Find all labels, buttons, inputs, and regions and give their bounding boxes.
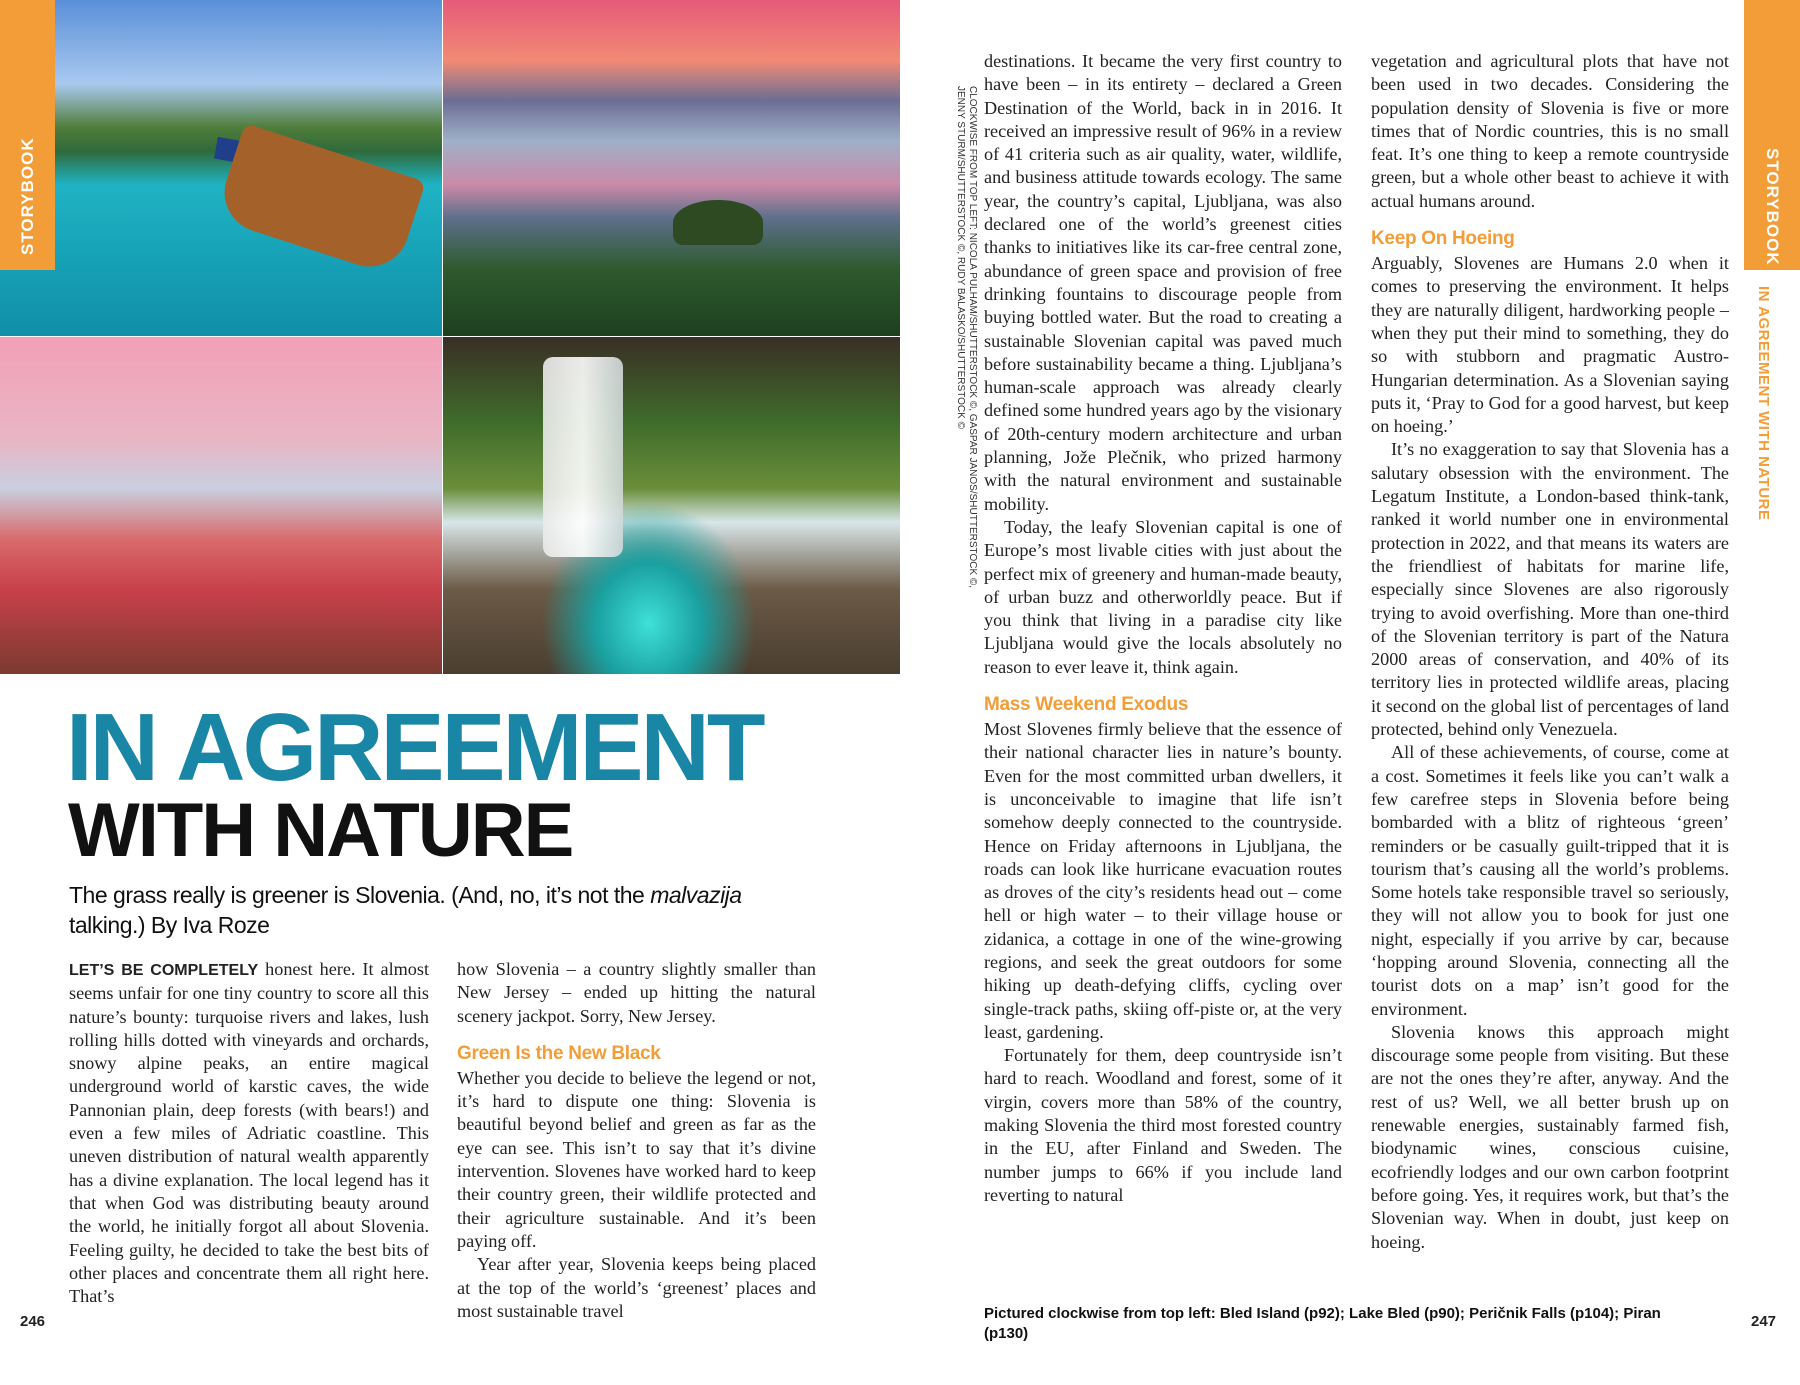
section-tab-left	[0, 0, 55, 270]
paragraph	[69, 958, 429, 1308]
waterfall	[543, 357, 623, 557]
lead-in: LET’S BE COMPLETELY	[69, 962, 259, 979]
photo-bled-island	[443, 0, 900, 336]
paragraph: Most Slovenes firmly believe that the essence of their national character lies in nature’s bounty. Even for the most committed urban dwellers, it is unconceivable to imagine that life isn’t somehow deeply connected to the countryside. Hence on Friday afternoons in Ljubljana, the roads can look like hurricane evacuation routes as droves of the city’s residents head out – come hell or high water – to their village house or zidanica, a cottage in one of the wine-growing regions, and seek the great outdoors for some hiking up death-defying cliffs, cycling over single-track paths, skiing off-piste or, at the very least, gardening.	[984, 719, 1342, 1042]
paragraph: how Slovenia – a country slightly smaller than New Jersey – ended up hitting the natural scenery jackpot. Sorry, New Jersey.	[457, 959, 816, 1026]
island	[673, 200, 763, 245]
photo-credit	[954, 86, 978, 588]
boat	[214, 123, 426, 277]
body-column-1	[69, 958, 429, 1333]
article-title-line1: IN AGREEMENT	[66, 694, 763, 801]
body-column-2	[457, 958, 816, 1333]
section-tab-right	[1744, 0, 1800, 270]
credit-line: JENNY STURM/SHUTTERSTOCK ©, RUDY BALASKO/SHUTTERSTOCK ©	[955, 86, 966, 429]
page-number-left: 246	[20, 1313, 46, 1330]
article-subtitle	[69, 880, 809, 940]
paragraph: It’s no exaggeration to say that Slovenia has a salutary obsession with the environment. The Legatum Institute, a London-based think-tank, ranked it world number one in environmental protection in 2022, and that means its waters are the friendliest of habitats for marine life, especially since Slovenes are also rigorously trying to avoid overfishing. More than one-third of the Slovenian territory is part of the Natura 2000 areas of conservation, and 40% of its territory lies in protected wildlife areas, placing it second on the global list of percentages of land protected, behind only Venezuela.	[1371, 439, 1729, 740]
paragraph: Slovenia knows this approach might discourage some people from visiting. But these are not the ones they’re after, anyway. And the rest of us? Well, we all better brush up on renewable energies, sustainably farmed fish, biodynamic wines, conscious cuisine, ecofriendly lodges and our own carbon footprint before going. Yes, it requires work, but that’s the Slovenian way. When in doubt, just keep on hoeing.	[1371, 1021, 1729, 1252]
subtitle-byline: talking.) By Iva Roze	[69, 912, 270, 938]
paragraph: Year after year, Slovenia keeps being placed at the top of the world’s ‘greenest’ places and most sustainable travel	[457, 1254, 816, 1321]
section-tab-label: STORYBOOK	[1763, 148, 1782, 266]
body-column-3	[984, 50, 1342, 1290]
section-heading: Mass Weekend Exodus	[984, 694, 1189, 716]
page-number-right: 247	[1751, 1313, 1777, 1330]
subtitle-italic: malvazija	[650, 882, 742, 908]
photo-lake-bled-boat	[0, 0, 442, 336]
credit-line: CLOCKWISE FROM TOP LEFT: NICOLA PULHAM/SHUTTERSTOCK ©, GASPAR JANOS/SHUTTERSTOCK ©,	[967, 86, 978, 589]
photo-pericnik-falls	[443, 337, 900, 674]
photo-caption: Pictured clockwise from top left: Bled Island (p92); Lake Bled (p90); Peričnik Falls (p104); Piran (p130)	[984, 1305, 1661, 1342]
paragraph: Fortunately for them, deep countryside isn’t hard to reach. Woodland and forest, some of it virgin, covers more than 58% of the country, making Slovenia the third most forested country in the EU, after Finland and Sweden. The number jumps to 66% if you include land reverting to natural	[984, 1045, 1342, 1205]
section-heading: Keep On Hoeing	[1371, 228, 1515, 250]
section-heading: Green Is the New Black	[457, 1042, 661, 1064]
running-title: IN AGREEMENT WITH NATURE	[1755, 286, 1772, 521]
paragraph: Today, the leafy Slovenian capital is one of Europe’s most livable cities with just about the perfect mix of greenery and human-made beauty, of urban buzz and otherworldly peace. But if you think that living in a paradise city like Ljubljana would give the locals absolutely no reason to ever leave it, think again.	[984, 516, 1342, 677]
paragraph-text: honest here. It almost seems unfair for one tiny country to score all this nature’s bounty: turquoise rivers and lakes, lush rolling hills dotted with vineyards and orchards, snowy alpine peaks, an entire magical underground world of karstic caves, the wide Pannonian plain, deep forests (with bears!) and even a few miles of Adriatic coastline. This uneven distribution of natural wealth apparently has a divine explanation. The local legend has it that when God was distributing beauty around the world, he initially forgot all about Slovenia. Feeling guilty, he decided to take the best bits of other places and concentrate them all right here. That’s	[69, 959, 429, 1307]
body-column-4	[1371, 50, 1729, 1290]
paragraph: destinations. It became the very first country to have been – in its entirety – declared a Green Destination of the World, back in in 2016. It received an impressive result of 96% in a review of 41 criteria such as air quality, water, wildlife, and business attitude towards ecology. The same year, the country’s capital, Ljubljana, was also declared one of the world’s greenest cities thanks to initiatives like its car-free central zone, abundance of green space and provision of free drinking fountains to discourage people from buying bottled water. But the road to creating a sustainable Slovenian capital was paved much before sustainability became a thing. Ljubljana’s human-scale approach was already clearly defined some hundred years ago by the visionary of 20th-century modern architecture and urban planning, Jože Plečnik, who prized harmony with the natural environment and sustainable mobility.	[984, 51, 1342, 514]
article-title-line2: WITH NATURE	[68, 788, 573, 873]
paragraph: All of these achievements, of course, come at a cost. Sometimes it feels like you can’t walk a few carefree steps in Slovenia before being bombarded with a blitz of righteous ‘green’ reminders or be casually guilt-tripped that it is tourism that’s causing all the world’s problems. Some hotels take responsible travel so seriously, they will not allow you to book for just one night, especially if you arrive by car, because ‘hopping around Slovenia, connecting all the tourist dots on a map’ isn’t good for the environment.	[1371, 742, 1729, 1019]
photo-piran	[0, 337, 442, 674]
subtitle-text: The grass really is greener is Slovenia. (And, no, it’s not the	[69, 882, 651, 908]
section-tab-label: STORYBOOK	[18, 137, 37, 255]
paragraph: Arguably, Slovenes are Humans 2.0 when it comes to preserving the environment. It helps they are naturally diligent, hardworking people – when they put their mind to something, they do so with stubborn and pragmatic Austro-Hungarian determination. As a Slovenian saying puts it, ‘Pray to God for a good harvest, but keep on hoeing.’	[1371, 253, 1729, 437]
paragraph: vegetation and agricultural plots that have not been used in two decades. Considering the population density of Slovenia is five or more times that of Nordic countries, this is no small feat. It’s one thing to keep a remote countryside green, but a whole other beast to achieve it with actual humans around.	[1371, 51, 1729, 211]
paragraph: Whether you decide to believe the legend or not, it’s hard to dispute one thing: Slovenia is beautiful beyond belief and green as far as the eye can see. This isn’t to say that it’s divine intervention. Slovenes have worked hard to keep their country green, their wildlife protected and their agriculture sustainable. And it’s been paying off.	[457, 1067, 816, 1251]
